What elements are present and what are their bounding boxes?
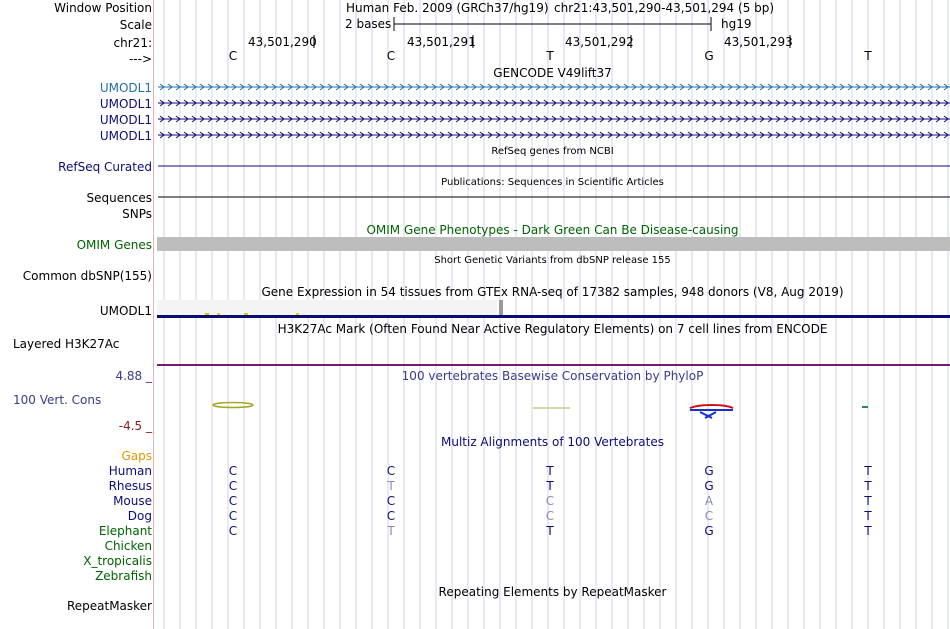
gtex-tissue-bar (205, 313, 209, 315)
alignment-base: C (228, 479, 238, 493)
window-position-label: Window Position (54, 1, 152, 15)
refseq-track-title[interactable]: RefSeq genes from NCBI (491, 146, 614, 157)
dbsnp-track-title[interactable]: Short Genetic Variants from dbSNP release 155 (434, 255, 671, 266)
scale-label: Scale (119, 18, 152, 32)
coord-4: 43,501,293 (724, 35, 793, 49)
alignment-base: C (228, 524, 238, 538)
omim-gene-bar (157, 237, 950, 251)
dbsnp-label[interactable]: Common dbSNP(155) (22, 269, 152, 283)
species-label[interactable]: Human (108, 464, 152, 478)
alignment-base: T (864, 509, 872, 523)
scale-db: hg19 (721, 17, 752, 31)
ref-base: T (546, 49, 554, 63)
alignment-base: G (704, 524, 714, 538)
gtex-tissue-bar (244, 313, 248, 315)
alignment-base: T (387, 479, 395, 493)
alignment-base: C (386, 509, 396, 523)
chrom-label: chr21: (113, 36, 152, 50)
phylop-max-label: 4.88 _ (115, 369, 152, 383)
refseq-label[interactable]: RefSeq Curated (58, 160, 152, 174)
sequences-label[interactable]: Sequences (86, 191, 152, 205)
phylop-mark (690, 410, 733, 418)
phylop-mark (213, 403, 253, 408)
alignment-base: T (864, 524, 872, 538)
phylop-track-title[interactable]: 100 vertebrates Basewise Conservation by PhyloP (401, 369, 704, 383)
alignment-base: C (228, 494, 238, 508)
species-label[interactable]: Dog (127, 509, 152, 523)
phylop-label[interactable]: 100 Vert. Cons (13, 393, 102, 407)
phylop-mark (690, 405, 733, 408)
gtex-separator (499, 300, 503, 315)
species-label[interactable]: Chicken (104, 539, 152, 553)
h3k27-label[interactable]: Layered H3K27Ac (13, 337, 120, 351)
ref-base: T (864, 49, 872, 63)
position-text[interactable]: chr21:43,501,290-43,501,294 (5 bp) (554, 1, 775, 15)
gencode-item-label[interactable]: UMODL1 (99, 97, 152, 111)
coord-1: 43,501,290 (248, 35, 317, 49)
alignment-base: C (545, 509, 555, 523)
repeatmasker-label[interactable]: RepeatMasker (66, 599, 152, 613)
publications-track-title[interactable]: Publications: Sequences in Scientific Articles (441, 177, 664, 188)
alignment-base: G (704, 479, 714, 493)
multiz-track-title[interactable]: Multiz Alignments of 100 Vertebrates (440, 435, 665, 449)
phylop-min-label: -4.5 _ (118, 419, 152, 433)
ref-base: G (704, 49, 714, 63)
snps-label[interactable]: SNPs (122, 207, 152, 221)
alignment-base: T (546, 464, 554, 478)
alignment-base: C (545, 494, 555, 508)
gaps-label[interactable]: Gaps (121, 449, 152, 463)
gencode-item-label[interactable]: UMODL1 (99, 113, 152, 127)
alignment-base: T (387, 524, 395, 538)
alignment-base: T (546, 479, 554, 493)
repeat-track-title[interactable]: Repeating Elements by RepeatMasker (438, 585, 667, 599)
coord-3: 43,501,292 (565, 35, 634, 49)
gencode-item-label[interactable]: UMODL1 (99, 81, 152, 95)
h3k27-track-title[interactable]: H3K27Ac Mark (Often Found Near Active Regulatory Elements) on 7 cell lines from ENCODE (277, 322, 828, 336)
gencode-item-label[interactable]: UMODL1 (99, 129, 152, 143)
gtex-label[interactable]: UMODL1 (99, 304, 152, 318)
gtex-tissue-bar (296, 313, 299, 315)
alignment-base: T (864, 479, 872, 493)
omim-track-title[interactable]: OMIM Gene Phenotypes - Dark Green Can Be Disease-causing (366, 223, 739, 237)
assembly-text: Human Feb. 2009 (GRCh37/hg19) (346, 1, 549, 15)
alignment-base: C (704, 509, 714, 523)
species-label[interactable]: Elephant (98, 524, 152, 538)
alignment-base: C (386, 464, 396, 478)
scale-text: 2 bases (345, 17, 392, 31)
species-label[interactable]: Rhesus (108, 479, 152, 493)
gtex-track-title[interactable]: Gene Expression in 54 tissues from GTEx RNA-seq of 17382 samples, 948 donors (V8, Aug 2019) (261, 285, 844, 299)
alignment-base: T (546, 524, 554, 538)
gencode-track-title[interactable]: GENCODE V49lift37 (493, 66, 612, 80)
label-divider (153, 0, 154, 629)
gtex-tissue-bar (217, 313, 220, 315)
species-label[interactable]: Mouse (113, 494, 152, 508)
species-label[interactable]: X_tropicalis (83, 554, 152, 568)
gtex-baseline (157, 315, 950, 318)
omim-label[interactable]: OMIM Genes (76, 238, 152, 252)
alignment-base: T (864, 464, 872, 478)
alignment-base: C (228, 509, 238, 523)
coord-2: 43,501,291 (407, 35, 476, 49)
alignment-base: C (386, 494, 396, 508)
species-label[interactable]: Zebrafish (95, 569, 152, 583)
gtex-plot-area (157, 300, 497, 315)
alignment-base: G (704, 464, 714, 478)
ref-base: C (228, 49, 238, 63)
ref-base: C (386, 49, 396, 63)
alignment-base: T (864, 494, 872, 508)
alignment-base: C (228, 464, 238, 478)
alignment-base: A (704, 494, 714, 508)
strand-label: ---> (128, 52, 152, 66)
